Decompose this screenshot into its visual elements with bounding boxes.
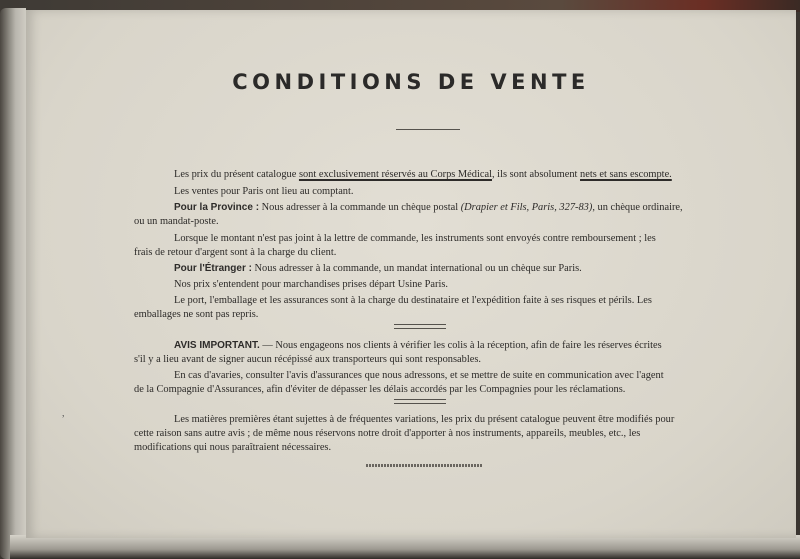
paragraph-prix: Les prix du présent catalogue sont exclusivement réservés au Corps Médical, ils sont absolument nets et sans escompte. [174, 169, 672, 180]
page-title: CONDITIONS DE VENTE [232, 70, 590, 94]
section-divider-2 [394, 399, 446, 404]
label-avis-important: AVIS IMPORTANT. [174, 340, 260, 351]
postal-account: (Drapier et Fils, Paris, 327-83) [460, 202, 593, 213]
book-bottom-edge [10, 535, 800, 559]
label-province: Pour la Province : [174, 202, 260, 213]
paragraph-avaries-line2: de la Compagnie d'Assurances, afin d'éviter de dépasser les délais accordés par les Compagnies pour les réclamations. [134, 384, 626, 395]
book-spine-edge [0, 8, 26, 559]
title-divider [396, 129, 460, 130]
paragraph-etranger: Pour l'Étranger : Nous adresser à la commande, un mandat international ou un chèque sur Paris. [174, 263, 582, 274]
label-etranger: Pour l'Étranger : [174, 263, 252, 274]
paragraph-prix-depart: Nos prix s'entendent pour marchandises prises départ Usine Paris. [174, 279, 448, 290]
paragraph-port: Le port, l'emballage et les assurances sont à la charge du destinataire et l'expédition faite à ses risques et périls. Les [174, 295, 652, 306]
paragraph-avis: AVIS IMPORTANT. — Nous engageons nos clients à vérifier les colis à la réception, afin de faire les réserves écrites [174, 340, 662, 351]
catalogue-page [26, 10, 796, 538]
underlined-nets-escompte: nets et sans escompte. [580, 169, 672, 180]
paragraph-matieres-line2: cette raison sans autre avis ; de même nous réservons notre droit d'apporter à nos instruments, appareils, meubles, etc., les [134, 428, 641, 439]
paragraph-matieres: Les matières premières étant sujettes à de fréquentes variations, les prix du présent catalogue peuvent être modifiés pour [174, 414, 675, 425]
paragraph-matieres-line3: modifications qui nous paraîtraient nécessaires. [134, 442, 332, 453]
ink-mark: , [62, 408, 65, 419]
paragraph-montant-line2: frais de retour d'argent sont à la charge du client. [134, 247, 337, 258]
paragraph-province: Pour la Province : Nous adresser à la commande un chèque postal (Drapier et Fils, Paris, 327-83), un chèque ordinaire, [174, 202, 683, 213]
paragraph-montant: Lorsque le montant n'est pas joint à la lettre de commande, les instruments sont envoyés contre remboursement ; les [174, 233, 656, 244]
end-ornament-rule [366, 464, 482, 467]
paragraph-ventes-paris: Les ventes pour Paris ont lieu au comptant. [174, 186, 354, 197]
paragraph-province-line2: ou un mandat-poste. [134, 216, 219, 227]
paragraph-avis-line2: s'il y a lieu avant de signer aucun récépissé aux transporteurs qui sont responsables. [134, 354, 481, 365]
underlined-corps-medical: sont exclusivement réservés au Corps Médical [298, 169, 492, 180]
paragraph-avaries: En cas d'avaries, consulter l'avis d'assurances que nous adressons, et se mettre de suite en communication avec l'agent [174, 370, 664, 381]
paragraph-port-line2: emballages ne sont pas repris. [134, 309, 259, 320]
section-divider-1 [394, 324, 446, 329]
